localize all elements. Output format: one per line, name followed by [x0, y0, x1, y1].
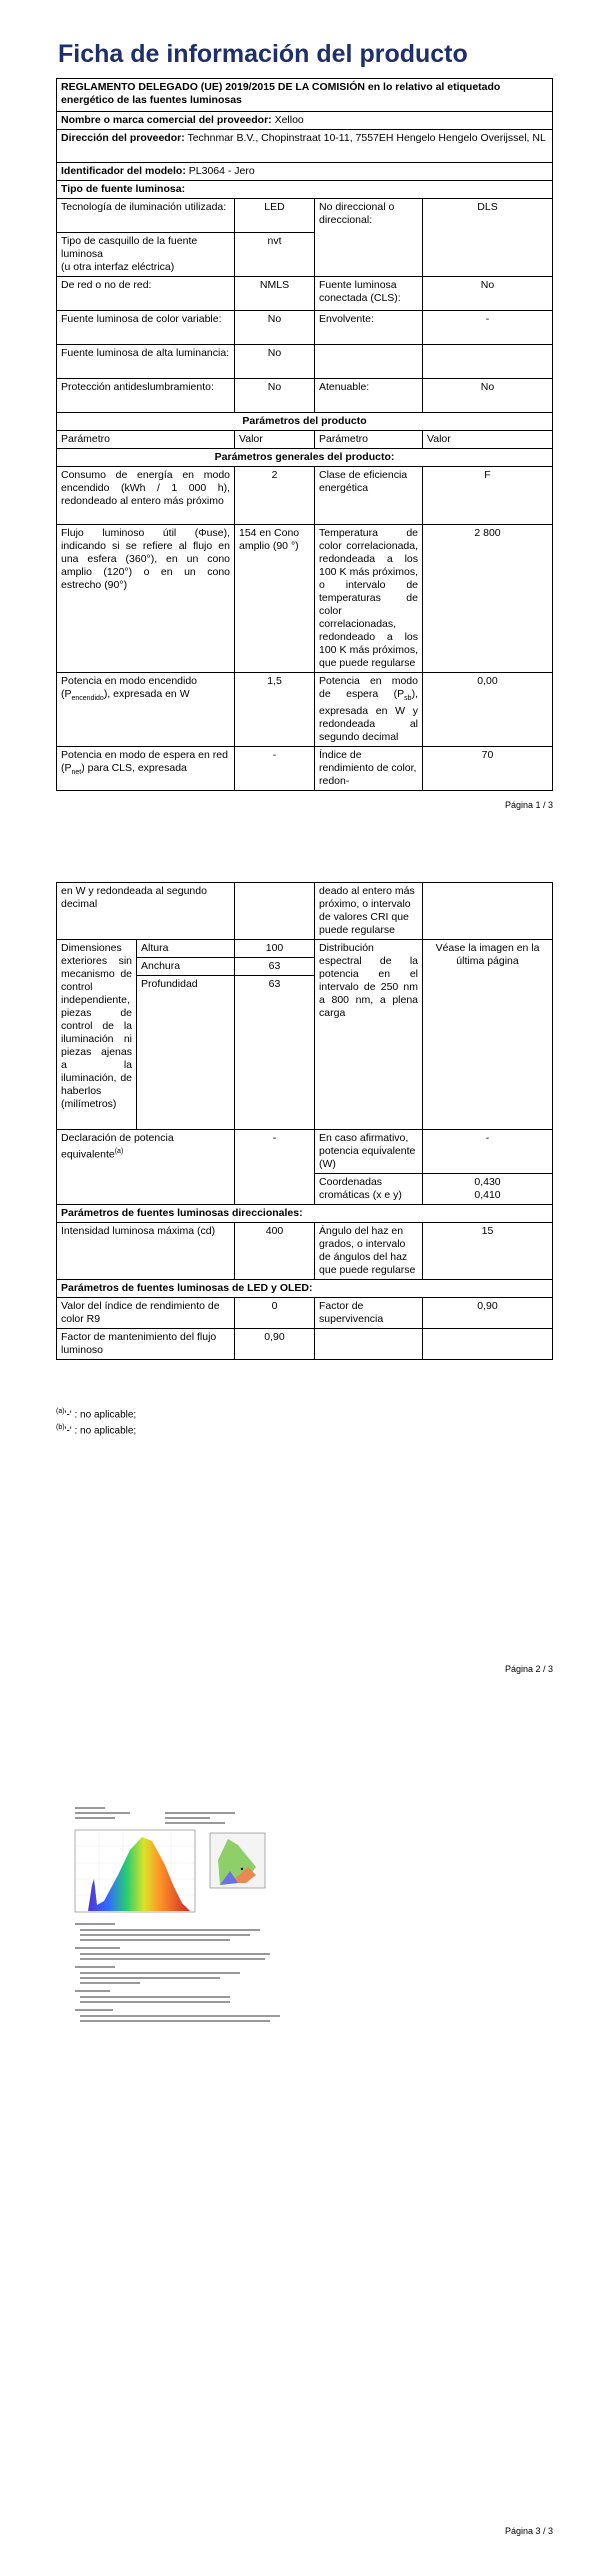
cap-label: Tipo de casquillo de la fuente luminosa (u otra interfaz eléctrica) [57, 233, 235, 277]
power-on-value: 1,5 [235, 673, 315, 747]
page-3 [0, 1700, 603, 2560]
dimmable-label: Atenuable: [315, 379, 423, 413]
flux-value: 154 en Cono amplio (90 °) [235, 525, 315, 673]
page-number-1: Página 1 / 3 [504, 800, 553, 810]
standby-label: Potencia en modo de espera $(P_{sb})$, expresada en W y redondeada al segundo decimal [315, 673, 423, 747]
product-info-table-continued [56, 882, 553, 1360]
colour-label: Fuente luminosa de color variable: [57, 311, 235, 345]
source-type-label: Tipo de fuente luminosa: [57, 181, 553, 199]
width-label: Anchura [137, 958, 235, 976]
spectral-report-image [70, 1805, 320, 2070]
flux-label: Flujo luminoso útil (Φuse), indicando si se refiere al flujo en una esfera (360°), en un cono amplio (120°) o en un cono estrecho (90°) [57, 525, 235, 673]
page-1 [0, 0, 603, 830]
beam-value: 15 [423, 1223, 553, 1280]
standby-value: 0,00 [423, 673, 553, 747]
footnote-a: $^{(a)}$'-' : no aplicable; [56, 1408, 137, 1421]
footnote-b: $^{(b)}$'-' : no aplicable; [56, 1424, 137, 1437]
mains-label: De red o no de red: [57, 277, 235, 311]
cri-continued: deado al entero más próximo, o intervalo de valores CRI que puede regularse [315, 883, 423, 940]
consumption-value: 2 [235, 467, 315, 525]
cct-value: 2 800 [423, 525, 553, 673]
netstandby-value: - [235, 747, 315, 791]
spectral-label: Distribución espectral de la potencia en el intervalo de 250 nm a 800 nm, a plena carga [315, 940, 423, 1130]
page-number-2: Página 2 / 3 [504, 1664, 553, 1674]
dimmable-value: No [423, 379, 553, 413]
equiv-power-label: En caso afirmativo, potencia equivalente (W) [315, 1130, 423, 1174]
cri-value: 70 [423, 747, 553, 791]
tech-value: LED [235, 199, 315, 233]
supplier-address-value: Technmar B.V., Chopinstraat 10-11, 7557EH Hengelo Hengelo Overijssel, NL [187, 132, 546, 144]
highlum-label: Fuente luminosa de alta luminancia: [57, 345, 235, 379]
spectral-report-graphic [70, 1805, 320, 2070]
glare-label: Protección antideslumbramiento: [57, 379, 235, 413]
col-value-1: Valor [235, 431, 315, 449]
general-header: Parámetros generales del producto: [57, 449, 553, 467]
highlum-value: No [235, 345, 315, 379]
supplier-name-label: Nombre o marca comercial del proveedor: [61, 114, 272, 126]
dimensions-label: Dimensiones exteriores sin mecanismo de control independiente, piezas de control de la iluminación ni piezas ajenas a la iluminación, de haberlos (milímetros) [57, 940, 137, 1130]
equiv-power-value: - [423, 1130, 553, 1174]
width-value: 63 [235, 958, 315, 976]
tech-label: Tecnología de iluminación utilizada: [57, 199, 235, 233]
height-label: Altura [137, 940, 235, 958]
equiv-label: Declaración de potencia equivalente$^{(a)}$ [57, 1130, 235, 1205]
col-value-2: Valor [423, 431, 553, 449]
col-param-2: Parámetro [315, 431, 423, 449]
depth-label: Profundidad [137, 976, 235, 1130]
regulation-text: REGLAMENTO DELEGADO (UE) 2019/2015 DE LA COMISIÓN en lo relativo al etiquetado energético de las fuentes luminosas [61, 81, 501, 106]
model-label: Identificador del modelo: [61, 165, 186, 177]
power-on-label: Potencia en modo encendido $(P_{encendido})$, expresada en W [57, 673, 235, 747]
page-2 [0, 870, 603, 1690]
spectral-value: Véase la imagen en la última página [423, 940, 553, 1130]
consumption-label: Consumo de energía en modo encendido (kWh / 1 000 h), redondeado al entero más próximo [57, 467, 235, 525]
model-value: PL3064 - Jero [188, 165, 255, 177]
intensity-value: 400 [235, 1223, 315, 1280]
cri-label: Índice de rendimiento de color, redon- [315, 747, 423, 791]
nondirectional-value: DLS [423, 199, 553, 277]
led-header: Parámetros de fuentes luminosas de LED y OLED: [57, 1280, 553, 1298]
params-header: Parámetros del producto [57, 413, 553, 431]
cap-value: nvt [235, 233, 315, 277]
mains-value: NMLS [235, 277, 315, 311]
efficiency-label: Clase de eficiencia energética [315, 467, 423, 525]
r9-value: 0 [235, 1298, 315, 1329]
survival-value: 0,90 [423, 1298, 553, 1329]
envelope-value: - [423, 311, 553, 345]
r9-label: Valor del índice de rendimiento de color R9 [57, 1298, 235, 1329]
survival-label: Factor de supervivencia [315, 1298, 423, 1329]
supplier-name-value: Xelloo [274, 114, 304, 126]
efficiency-value: F [423, 467, 553, 525]
maintenance-label: Factor de mantenimiento del flujo luminoso [57, 1329, 235, 1360]
netstandby-label: Potencia en modo de espera en red $(P_{net})$ para CLS, expresada [57, 747, 235, 791]
chroma-label: Coordenadas cromáticas (x e y) [315, 1174, 423, 1205]
equiv-value: - [235, 1130, 315, 1205]
intensity-label: Intensidad luminosa máxima (cd) [57, 1223, 235, 1280]
envelope-label: Envolvente: [315, 311, 423, 345]
page-number-3: Página 3 / 3 [504, 2526, 553, 2536]
directional-header: Parámetros de fuentes luminosas direccionales: [57, 1205, 553, 1223]
height-value: 100 [235, 940, 315, 958]
cct-label: Temperatura de color correlacionada, redondeada a los 100 K más próximos, o intervalo de temperaturas de color correlacionadas, redondeado a los 100 K más próximos, que puede regularse [315, 525, 423, 673]
connected-value: No [423, 277, 553, 311]
netstandby-continued: en W y redondeada al segundo decimal [57, 883, 235, 940]
colour-value: No [235, 311, 315, 345]
maintenance-value: 0,90 [235, 1329, 315, 1360]
chroma-value: 0,430 0,410 [423, 1174, 553, 1205]
supplier-address-label: Dirección del proveedor: [61, 132, 185, 144]
nondirectional-label: No direccional o direccional: [315, 199, 423, 277]
product-info-table [56, 78, 553, 791]
depth-value: 63 [235, 976, 315, 1130]
page-title: Ficha de información del producto [58, 40, 468, 68]
connected-label: Fuente luminosa conectada (CLS): [315, 277, 423, 311]
glare-value: No [235, 379, 315, 413]
col-param-1: Parámetro [57, 431, 235, 449]
beam-label: Ángulo del haz en grados, o intervalo de ángulos del haz que puede regularse [315, 1223, 423, 1280]
